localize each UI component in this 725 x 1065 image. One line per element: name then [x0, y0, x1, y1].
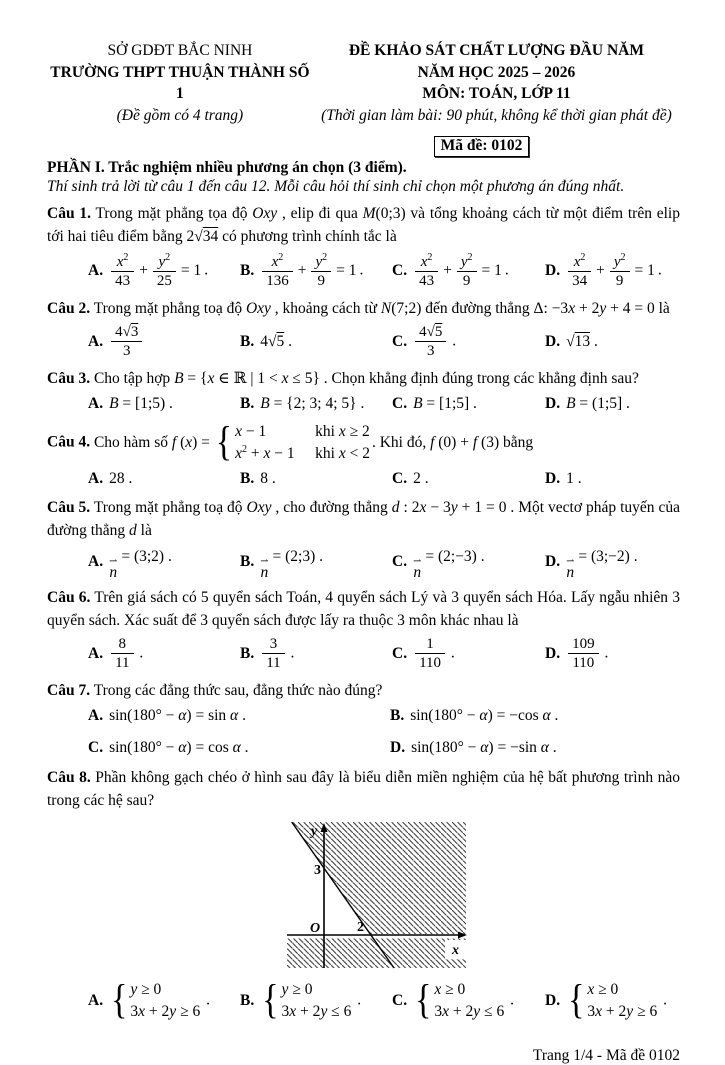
- question-1: [47, 202, 680, 291]
- q6-option-a-label: A.: [88, 644, 104, 662]
- q7-option-a-label: A.: [88, 706, 104, 724]
- school-year: NĂM HỌC 2025 – 2026: [417, 63, 576, 81]
- q7-option-a: [88, 705, 390, 727]
- x-tick-2: 2: [357, 920, 364, 936]
- question-1-text: [47, 202, 680, 249]
- question-8-options: [88, 979, 680, 1022]
- question-7-label: Câu 7.: [47, 681, 91, 699]
- q4-option-a-value: 28 .: [109, 469, 133, 487]
- q1-option-d: [545, 251, 680, 291]
- q7-option-d-value: sin(180° − α) = −sin α .: [411, 739, 557, 757]
- q8-option-b-label: B.: [240, 991, 255, 1009]
- question-6-body: Trên giá sách có 5 quyển sách Toán, 4 quyển sách Lý và 3 quyển sách Hóa. Lấy ngẫu nhiên 3 quyển sách. Xác suất để 3 quyển sách được lấy ra thuộc 3 môn khác nhau là: [47, 588, 680, 629]
- question-2-label: Câu 2.: [47, 299, 91, 317]
- q5-option-c-label: C.: [392, 553, 408, 571]
- q8-option-c-label: C.: [392, 991, 408, 1009]
- q5-option-a-label: A.: [88, 553, 104, 571]
- q5-option-d-label: D.: [545, 553, 561, 571]
- q1-option-a: [88, 251, 240, 291]
- q8-option-a-value: { y ≥ 0 3x + 2y ≥ 6 .: [111, 978, 210, 1023]
- x-axis-label: x: [452, 943, 459, 959]
- question-4-text: [47, 421, 680, 465]
- q4-option-b-value: 8 .: [260, 469, 276, 487]
- q3-option-b: [240, 393, 392, 415]
- q5-option-a-value: ⇀ n = (3;2) .: [109, 547, 172, 581]
- q5-option-c: [392, 546, 545, 580]
- question-2-options: [88, 323, 680, 361]
- question-7-options: [88, 705, 680, 760]
- q6-option-b: [240, 635, 392, 673]
- question-3-options: [88, 393, 680, 415]
- question-7-body: Trong các đẳng thức sau, đẳng thức nào đúng?: [93, 681, 383, 699]
- q3-option-a-label: A.: [88, 394, 104, 412]
- exam-code-row: [47, 136, 680, 157]
- question-7-text: [47, 679, 680, 702]
- section-instruction: Thí sinh trả lời từ câu 1 đến câu 12. Mỗi câu hỏi thí sinh chỉ chọn một phương án đúng nhất.: [47, 177, 625, 195]
- q6-option-d-label: D.: [545, 644, 561, 662]
- q6-option-d: [545, 635, 680, 673]
- question-8-label: Câu 8.: [47, 768, 91, 786]
- q2-option-b-label: B.: [240, 332, 255, 350]
- q2-option-d-label: D.: [545, 332, 561, 350]
- q8-option-b-value: { y ≥ 0 3x + 2y ≤ 6 .: [262, 978, 362, 1023]
- q7-option-c-value: sin(180° − α) = cos α .: [109, 739, 249, 757]
- question-8: [47, 766, 680, 1023]
- q1-option-c-label: C.: [392, 261, 408, 279]
- q1-option-d-label: D.: [545, 261, 561, 279]
- q7-option-d-label: D.: [390, 739, 406, 757]
- question-8-text: [47, 766, 680, 813]
- question-4: [47, 421, 680, 490]
- header-right-block: [313, 40, 680, 127]
- q2-option-d-value: √13 .: [566, 332, 598, 350]
- q3-option-b-value: B = {2; 3; 4; 5} .: [260, 394, 365, 412]
- q8-option-d-value: { x ≥ 0 3x + 2y ≥ 6 .: [568, 978, 667, 1023]
- q2-option-d: [545, 331, 680, 353]
- q4-option-c-value: 2 .: [413, 469, 429, 487]
- page-footer: Trang 1/4 - Mã đề 0102: [532, 1046, 680, 1064]
- q1-option-d-value: $\frac{x^2}{34}$ + $\frac{y^2}{9}$ = 1 .: [566, 251, 662, 291]
- question-3-label: Câu 3.: [47, 369, 91, 387]
- question-1-label: Câu 1.: [47, 204, 91, 222]
- q5-option-b-value: ⇀ n = (2;3) .: [260, 547, 323, 581]
- q3-option-b-label: B.: [240, 394, 255, 412]
- subject-grade: MÔN: TOÁN, LỚP 11: [422, 85, 571, 103]
- q8-option-d-label: D.: [545, 991, 561, 1009]
- q1-option-b-label: B.: [240, 261, 255, 279]
- y-axis-label: y: [311, 824, 318, 840]
- q7-option-b: [390, 705, 680, 727]
- question-1-body: Trong mặt phẳng tọa độ Oxy , elip đi qua M(0;3) và tổng khoảng cách từ một điểm trên elip tới hai tiêu điểm bằng 2√34 có phương trình chính tắc là: [47, 204, 680, 245]
- q3-option-c: [392, 393, 545, 415]
- q2-option-b: [240, 331, 392, 353]
- q2-option-a: [88, 323, 240, 361]
- pages-note: (Đề gồm có 4 trang): [116, 107, 244, 125]
- q7-option-b-value: sin(180° − α) = −cos α .: [410, 706, 559, 724]
- q8-option-a-label: A.: [88, 991, 104, 1009]
- q3-option-d-value: B = (1;5] .: [566, 394, 630, 412]
- q4-option-b-label: B.: [240, 469, 255, 487]
- question-8-body: Phần không gạch chéo ở hình sau đây là biểu diễn miền nghiệm của hệ bất phương trình nào trong các hệ sau?: [47, 768, 681, 810]
- question-6-text: [47, 586, 680, 633]
- q1-option-c: [392, 251, 545, 291]
- header-left-block: [47, 40, 313, 127]
- q8-option-d: [545, 979, 680, 1022]
- q6-option-b-label: B.: [240, 644, 255, 662]
- q6-option-c: [392, 635, 545, 673]
- q8-option-c: [392, 979, 545, 1022]
- question-5: [47, 496, 680, 580]
- exam-title: ĐỀ KHẢO SÁT CHẤT LƯỢNG ĐẦU NĂM: [348, 42, 644, 59]
- q1-option-c-value: $\frac{x^2}{43}$ + $\frac{y^2}{9}$ = 1 .: [413, 251, 509, 291]
- q7-option-c-label: C.: [88, 739, 104, 757]
- q1-option-b-value: $\frac{x^2}{136}$ + $\frac{y^2}{9}$ = 1 .: [260, 251, 363, 291]
- q8-option-a: [88, 979, 240, 1022]
- q6-option-c-value: $\frac{1}{110}$ .: [413, 635, 455, 673]
- q4-option-b: [240, 468, 392, 490]
- q6-option-d-value: $\frac{109}{110}$ .: [566, 635, 608, 673]
- q6-option-c-label: C.: [392, 644, 408, 662]
- q1-option-b: [240, 251, 392, 291]
- q6-option-a-value: $\frac{8}{11}$ .: [109, 635, 143, 673]
- q6-option-a: [88, 635, 240, 673]
- q4-option-c-label: C.: [392, 469, 408, 487]
- question-5-body: Trong mặt phẳng toạ độ Oxy , cho đường thẳng d : 2x − 3y + 1 = 0 . Một vectơ pháp tuyến của đường thẳng d là: [47, 499, 680, 540]
- hatched-region-above-line: [292, 822, 466, 937]
- q8-figure: [287, 822, 469, 975]
- q7-option-c: [88, 737, 390, 759]
- q8-option-c-value: { x ≥ 0 3x + 2y ≤ 6 .: [415, 978, 514, 1023]
- exam-code-badge: Mã đề: 0102: [434, 136, 530, 157]
- q5-option-b-label: B.: [240, 553, 255, 571]
- q2-option-c-label: C.: [392, 332, 408, 350]
- q2-option-a-label: A.: [88, 332, 104, 350]
- q5-option-d-value: ⇀ n = (3;−2) .: [566, 547, 638, 581]
- q8-option-b: [240, 979, 392, 1022]
- department-name: SỞ GDĐT BẮC NINH: [107, 42, 253, 59]
- q4-option-d-label: D.: [545, 469, 561, 487]
- q2-option-b-value: 4√5 .: [260, 332, 292, 350]
- question-7: [47, 679, 680, 760]
- question-4-body: Cho hàm số f (x) = { x − 1 khi x ≥ 2 $x^2 + x - 1$ khi x < 2 . Khi đó, f (0) + f (3) bằng: [93, 420, 534, 465]
- question-5-text: [47, 496, 680, 543]
- question-2-text: [47, 297, 680, 320]
- q5-option-b: [240, 546, 392, 580]
- question-1-options: [88, 251, 680, 291]
- q2-option-c-value: $\frac{4√5}{3}$ .: [413, 323, 456, 361]
- q4-option-a: [88, 468, 240, 490]
- q1-option-a-value: $\frac{x^2}{43}$ + $\frac{y^2}{25}$ = 1 .: [109, 251, 208, 291]
- question-2-body: Trong mặt phẳng toạ độ Oxy , khoảng cách từ N(7;2) đến đường thẳng Δ: −3x + 2y + 4 = 0 là: [93, 299, 670, 317]
- question-6: [47, 586, 680, 673]
- q4-option-d: [545, 468, 680, 490]
- question-3: [47, 367, 680, 416]
- question-5-label: Câu 5.: [47, 499, 91, 517]
- question-5-options: [88, 546, 680, 580]
- question-3-body: Cho tập hợp B = {x ∈ ℝ | 1 < x ≤ 5} . Chọn khẳng định đúng trong các khẳng định sau?: [93, 369, 639, 387]
- time-note: (Thời gian làm bài: 90 phút, không kể thời gian phát đề): [321, 107, 672, 125]
- q3-option-d-label: D.: [545, 394, 561, 412]
- question-3-text: [47, 367, 680, 390]
- q3-option-c-label: C.: [392, 394, 408, 412]
- q4-option-a-label: A.: [88, 469, 104, 487]
- q5-option-c-value: ⇀ n = (2;−3) .: [413, 547, 485, 581]
- exam-header: [47, 40, 680, 127]
- q2-option-a-value: $\frac{4√3}{3}$: [109, 323, 144, 361]
- question-6-options: [88, 635, 680, 673]
- y-tick-3: 3: [314, 863, 321, 879]
- q6-option-b-value: $\frac{3}{11}$ .: [260, 635, 294, 673]
- q7-option-b-label: B.: [390, 706, 405, 724]
- q2-option-c: [392, 323, 545, 361]
- q1-option-a-label: A.: [88, 261, 104, 279]
- question-4-options: [88, 468, 680, 490]
- q3-option-d: [545, 393, 680, 415]
- q3-option-a: [88, 393, 240, 415]
- question-6-label: Câu 6.: [47, 588, 91, 606]
- q3-option-c-value: B = [1;5] .: [413, 394, 477, 412]
- q8-region-graph: [287, 822, 469, 970]
- q5-option-d: [545, 546, 680, 580]
- q5-option-a: [88, 546, 240, 580]
- school-name: TRƯỜNG THPT THUẬN THÀNH SỐ 1: [50, 63, 310, 103]
- question-2: [47, 297, 680, 361]
- q4-option-c: [392, 468, 545, 490]
- q3-option-a-value: B = [1;5) .: [109, 394, 173, 412]
- q7-option-d: [390, 737, 680, 759]
- q7-option-a-value: sin(180° − α) = sin α .: [109, 706, 246, 724]
- q4-option-d-value: 1 .: [566, 469, 582, 487]
- question-4-label: Câu 4.: [47, 433, 91, 451]
- section-heading: PHẦN I. Trắc nghiệm nhiều phương án chọn (3 điểm).: [47, 158, 407, 176]
- origin-label: O: [310, 921, 321, 937]
